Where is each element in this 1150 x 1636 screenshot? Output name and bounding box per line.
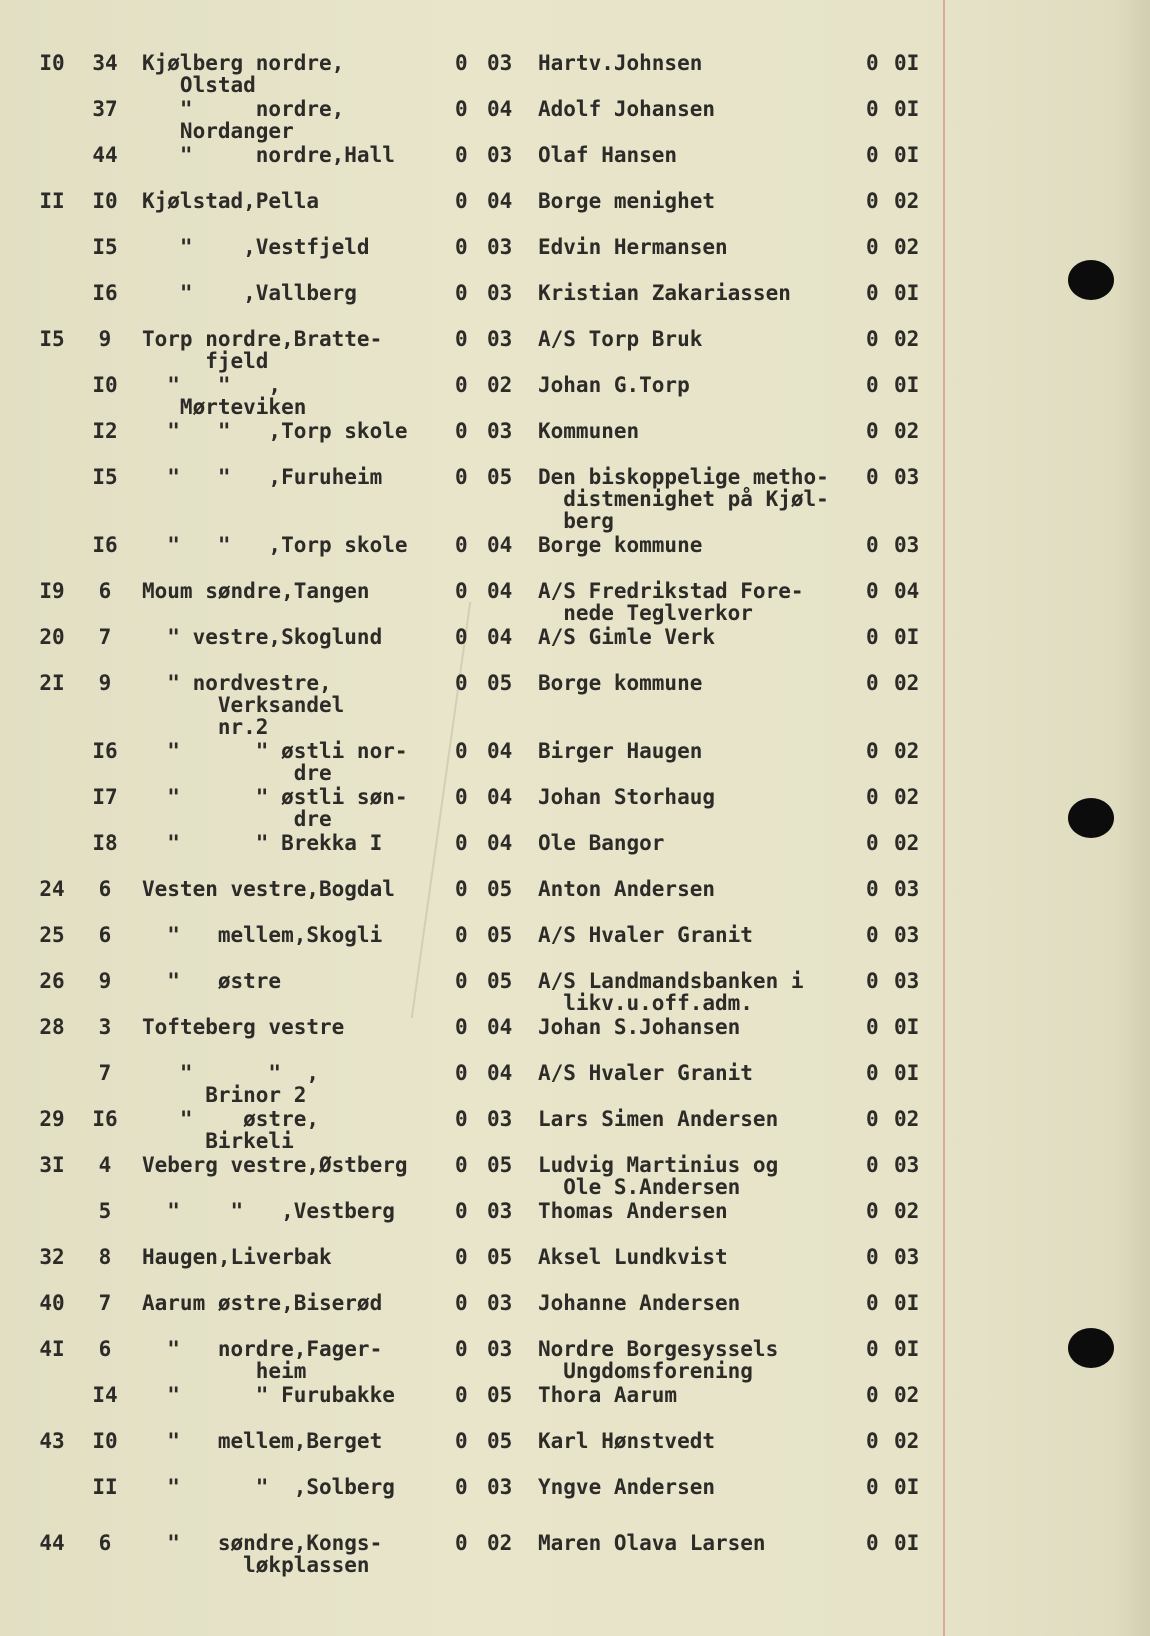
- farm-number: 20: [39, 625, 65, 649]
- assessment-unit: 0: [455, 373, 468, 397]
- holding-number: 9: [98, 969, 112, 993]
- owner-name: Olaf Hansen: [538, 143, 678, 167]
- assessment-unit: 0: [455, 671, 468, 695]
- owner-name: Hartv.Johnsen: [538, 51, 703, 75]
- tax-value: 03: [894, 969, 920, 993]
- owner-name: Birger Haugen: [538, 739, 703, 763]
- property-name: " " , Brinor 2: [179, 1061, 320, 1107]
- tax-unit: 0: [866, 831, 879, 855]
- tax-unit: 0: [866, 1291, 879, 1315]
- assessment-value: 03: [487, 235, 513, 259]
- tax-value: 0I: [894, 97, 920, 121]
- farm-number: 26: [39, 969, 65, 993]
- property-name: " " Brekka I: [142, 831, 383, 855]
- tax-unit: 0: [866, 1015, 879, 1039]
- property-name: Haugen,Liverbak: [142, 1245, 332, 1269]
- tax-value: 0I: [894, 1531, 920, 1555]
- assessment-value: 02: [487, 373, 513, 397]
- tax-value: 02: [894, 831, 920, 855]
- holding-number: 7: [98, 1061, 112, 1085]
- owner-name: Johan G.Torp: [538, 373, 690, 397]
- assessment-value: 03: [487, 281, 513, 305]
- owner-name: Johanne Andersen: [538, 1291, 741, 1315]
- tax-unit: 0: [866, 373, 879, 397]
- tax-value: 02: [894, 327, 920, 351]
- assessment-value: 04: [487, 1061, 513, 1085]
- tax-value: 0I: [894, 1291, 920, 1315]
- assessment-unit: 0: [455, 739, 468, 763]
- assessment-value: 04: [487, 1015, 513, 1039]
- property-name: " ,Vallberg: [142, 281, 357, 305]
- tax-unit: 0: [866, 969, 879, 993]
- owner-name: Borge kommune: [538, 671, 703, 695]
- owner-name: Borge kommune: [538, 533, 703, 557]
- tax-value: 02: [894, 235, 920, 259]
- assessment-value: 05: [487, 465, 513, 489]
- property-name: " mellem,Berget: [142, 1429, 383, 1453]
- tax-value: 0I: [894, 143, 920, 167]
- owner-name: Anton Andersen: [538, 877, 716, 901]
- holding-number: I5: [92, 465, 118, 489]
- property-name: " " østli søn- dre: [167, 785, 408, 831]
- tax-unit: 0: [866, 327, 879, 351]
- holding-number: I0: [92, 373, 118, 397]
- tax-value: 02: [894, 1429, 920, 1453]
- holding-number: 6: [98, 877, 112, 901]
- tax-value: 02: [894, 739, 920, 763]
- owner-name: A/S Fredrikstad Fore- nede Teglverkor: [538, 579, 804, 625]
- tax-value: 02: [894, 1199, 920, 1223]
- holding-number: I6: [92, 739, 118, 763]
- property-name: Torp nordre,Bratte- fjeld: [142, 327, 383, 373]
- assessment-unit: 0: [455, 419, 468, 443]
- assessment-value: 03: [487, 1337, 513, 1361]
- farm-number: II: [39, 189, 65, 213]
- owner-name: Aksel Lundkvist: [538, 1245, 728, 1269]
- holding-number: 37: [92, 97, 118, 121]
- tax-unit: 0: [866, 1199, 879, 1223]
- holding-number: 5: [98, 1199, 112, 1223]
- tax-unit: 0: [866, 143, 879, 167]
- property-name: " nordre,Hall: [142, 143, 395, 167]
- holding-number: I6: [92, 1107, 118, 1131]
- assessment-unit: 0: [455, 97, 468, 121]
- owner-name: Nordre Borgesyssels Ungdomsforening: [538, 1337, 779, 1383]
- holding-number: I8: [92, 831, 118, 855]
- holding-number: 9: [98, 671, 112, 695]
- assessment-value: 05: [487, 1429, 513, 1453]
- holding-number: II: [92, 1475, 118, 1499]
- tax-unit: 0: [866, 465, 879, 489]
- owner-name: Adolf Johansen: [538, 97, 716, 121]
- tax-value: 0I: [894, 625, 920, 649]
- owner-name: Ludvig Martinius og Ole S.Andersen: [538, 1153, 779, 1199]
- owner-name: Lars Simen Andersen: [538, 1107, 779, 1131]
- assessment-unit: 0: [455, 235, 468, 259]
- tax-unit: 0: [866, 877, 879, 901]
- assessment-value: 03: [487, 327, 513, 351]
- assessment-value: 05: [487, 969, 513, 993]
- tax-unit: 0: [866, 1429, 879, 1453]
- assessment-value: 03: [487, 51, 513, 75]
- farm-number: I5: [39, 327, 65, 351]
- tax-unit: 0: [866, 1383, 879, 1407]
- assessment-unit: 0: [455, 1153, 468, 1177]
- tax-value: 0I: [894, 1061, 920, 1085]
- tax-unit: 0: [866, 625, 879, 649]
- tax-unit: 0: [866, 1107, 879, 1131]
- owner-name: A/S Hvaler Granit: [538, 923, 753, 947]
- farm-number: 44: [39, 1531, 65, 1555]
- holding-number: 6: [98, 579, 112, 603]
- tax-unit: 0: [866, 281, 879, 305]
- assessment-unit: 0: [455, 785, 468, 809]
- property-name: " nordre, Nordanger: [179, 97, 345, 143]
- owner-name: Maren Olava Larsen: [538, 1531, 766, 1555]
- tax-unit: 0: [866, 739, 879, 763]
- holding-number: 7: [98, 625, 112, 649]
- property-name: " " ,Furuheim: [142, 465, 383, 489]
- holding-number: 7: [98, 1291, 112, 1315]
- property-name: " " Furubakke: [142, 1383, 395, 1407]
- assessment-unit: 0: [455, 51, 468, 75]
- tax-value: 02: [894, 1107, 920, 1131]
- assessment-unit: 0: [455, 1291, 468, 1315]
- property-name: Vesten vestre,Bogdal: [142, 877, 395, 901]
- holding-number: 6: [98, 923, 112, 947]
- tax-unit: 0: [866, 51, 879, 75]
- owner-name: Yngve Andersen: [538, 1475, 716, 1499]
- assessment-unit: 0: [455, 281, 468, 305]
- property-name: Aarum østre,Biserød: [142, 1291, 383, 1315]
- assessment-unit: 0: [455, 1429, 468, 1453]
- holding-number: I4: [92, 1383, 118, 1407]
- assessment-value: 04: [487, 785, 513, 809]
- assessment-unit: 0: [455, 969, 468, 993]
- assessment-unit: 0: [455, 1337, 468, 1361]
- assessment-value: 04: [487, 189, 513, 213]
- tax-unit: 0: [866, 579, 879, 603]
- tax-unit: 0: [866, 533, 879, 557]
- assessment-value: 05: [487, 923, 513, 947]
- tax-unit: 0: [866, 1475, 879, 1499]
- owner-name: Karl Hønstvedt: [538, 1429, 716, 1453]
- assessment-value: 04: [487, 831, 513, 855]
- farm-number: 3I: [39, 1153, 65, 1177]
- tax-value: 04: [894, 579, 920, 603]
- assessment-value: 04: [487, 533, 513, 557]
- assessment-unit: 0: [455, 327, 468, 351]
- assessment-value: 04: [487, 97, 513, 121]
- owner-name: Den biskoppelige metho- distmenighet på Kjøl- berg: [538, 465, 829, 533]
- tax-value: 03: [894, 533, 920, 557]
- holding-number: I6: [92, 533, 118, 557]
- owner-name: A/S Gimle Verk: [538, 625, 716, 649]
- owner-name: Ole Bangor: [538, 831, 665, 855]
- farm-number: 32: [39, 1245, 65, 1269]
- assessment-unit: 0: [455, 143, 468, 167]
- property-name: Tofteberg vestre: [142, 1015, 345, 1039]
- farm-number: 43: [39, 1429, 65, 1453]
- property-name: Moum søndre,Tangen: [142, 579, 370, 603]
- tax-unit: 0: [866, 1245, 879, 1269]
- tax-value: 02: [894, 189, 920, 213]
- property-name: " " ,Solberg: [142, 1475, 395, 1499]
- owner-name: Kristian Zakariassen: [538, 281, 791, 305]
- holding-number: I7: [92, 785, 118, 809]
- owner-name: A/S Torp Bruk: [538, 327, 703, 351]
- assessment-unit: 0: [455, 1475, 468, 1499]
- assessment-unit: 0: [455, 1245, 468, 1269]
- holding-number: I5: [92, 235, 118, 259]
- tax-value: 03: [894, 1245, 920, 1269]
- owner-name: Johan Storhaug: [538, 785, 716, 809]
- holding-number: I2: [92, 419, 118, 443]
- tax-value: 0I: [894, 373, 920, 397]
- holding-number: I0: [92, 1429, 118, 1453]
- assessment-unit: 0: [455, 1199, 468, 1223]
- property-name: Veberg vestre,Østberg: [142, 1153, 408, 1177]
- tax-unit: 0: [866, 785, 879, 809]
- assessment-value: 03: [487, 143, 513, 167]
- holding-number: 3: [98, 1015, 112, 1039]
- owner-name: Borge menighet: [538, 189, 716, 213]
- property-name: " østre, Birkeli: [179, 1107, 320, 1153]
- property-name: Kjølstad,Pella: [142, 189, 320, 213]
- farm-number: 28: [39, 1015, 65, 1039]
- property-name: Kjølberg nordre, Olstad: [142, 51, 345, 97]
- assessment-unit: 0: [455, 533, 468, 557]
- property-name: " søndre,Kongs- løkplassen: [167, 1531, 383, 1577]
- assessment-unit: 0: [455, 923, 468, 947]
- tax-value: 0I: [894, 1337, 920, 1361]
- tax-value: 03: [894, 1153, 920, 1177]
- owner-name: A/S Landmandsbanken i likv.u.off.adm.: [538, 969, 804, 1015]
- property-name: " " ,Torp skole: [142, 533, 408, 557]
- assessment-unit: 0: [455, 189, 468, 213]
- property-name: " mellem,Skogli: [142, 923, 383, 947]
- assessment-value: 05: [487, 1245, 513, 1269]
- assessment-value: 05: [487, 1383, 513, 1407]
- holding-number: 34: [92, 51, 118, 75]
- tax-value: 02: [894, 671, 920, 695]
- property-name: " nordvestre, Verksandel nr.2: [167, 671, 345, 739]
- tax-unit: 0: [866, 235, 879, 259]
- farm-number: 40: [39, 1291, 65, 1315]
- tax-unit: 0: [866, 419, 879, 443]
- tax-value: 02: [894, 419, 920, 443]
- assessment-value: 03: [487, 1107, 513, 1131]
- assessment-value: 04: [487, 625, 513, 649]
- owner-name: Thomas Andersen: [538, 1199, 728, 1223]
- property-name: " nordre,Fager- heim: [167, 1337, 383, 1383]
- holding-number: I0: [92, 189, 118, 213]
- farm-number: 2I: [39, 671, 65, 695]
- tax-unit: 0: [866, 189, 879, 213]
- farm-number: 29: [39, 1107, 65, 1131]
- assessment-unit: 0: [455, 877, 468, 901]
- property-name: " " , Mørteviken: [167, 373, 307, 419]
- tax-value: 03: [894, 923, 920, 947]
- owner-name: Johan S.Johansen: [538, 1015, 741, 1039]
- property-name: " " østli nor- dre: [167, 739, 408, 785]
- tax-value: 02: [894, 785, 920, 809]
- tax-unit: 0: [866, 1061, 879, 1085]
- holding-number: 6: [98, 1337, 112, 1361]
- assessment-value: 03: [487, 1199, 513, 1223]
- holding-number: 9: [98, 327, 112, 351]
- assessment-unit: 0: [455, 465, 468, 489]
- assessment-value: 03: [487, 1291, 513, 1315]
- assessment-unit: 0: [455, 1383, 468, 1407]
- property-name: " østre: [142, 969, 282, 993]
- holding-number: 8: [98, 1245, 112, 1269]
- farm-number: I0: [39, 51, 65, 75]
- assessment-value: 04: [487, 739, 513, 763]
- farm-number: 25: [39, 923, 65, 947]
- farm-number: 24: [39, 877, 65, 901]
- tax-value: 0I: [894, 1015, 920, 1039]
- tax-unit: 0: [866, 97, 879, 121]
- assessment-unit: 0: [455, 1015, 468, 1039]
- tax-value: 02: [894, 1383, 920, 1407]
- holding-number: 4: [98, 1153, 112, 1177]
- tax-unit: 0: [866, 671, 879, 695]
- farm-number: I9: [39, 579, 65, 603]
- assessment-value: 02: [487, 1531, 513, 1555]
- tax-unit: 0: [866, 1337, 879, 1361]
- property-name: " ,Vestfjeld: [142, 235, 370, 259]
- property-name: " " ,Torp skole: [142, 419, 408, 443]
- holding-number: I6: [92, 281, 118, 305]
- owner-name: Thora Aarum: [538, 1383, 678, 1407]
- assessment-unit: 0: [455, 1107, 468, 1131]
- tax-value: 03: [894, 877, 920, 901]
- tax-unit: 0: [866, 1153, 879, 1177]
- assessment-unit: 0: [455, 1531, 468, 1555]
- holding-number: 44: [92, 143, 118, 167]
- assessment-value: 03: [487, 1475, 513, 1499]
- property-name: " vestre,Skoglund: [142, 625, 383, 649]
- owner-name: Edvin Hermansen: [538, 235, 728, 259]
- owner-name: A/S Hvaler Granit: [538, 1061, 753, 1085]
- assessment-value: 05: [487, 1153, 513, 1177]
- assessment-unit: 0: [455, 579, 468, 603]
- assessment-unit: 0: [455, 625, 468, 649]
- property-name: " " ,Vestberg: [142, 1199, 395, 1223]
- tax-value: 03: [894, 465, 920, 489]
- owner-name: Kommunen: [538, 419, 640, 443]
- tax-unit: 0: [866, 1531, 879, 1555]
- holding-number: 6: [98, 1531, 112, 1555]
- assessment-value: 05: [487, 671, 513, 695]
- tax-unit: 0: [866, 923, 879, 947]
- assessment-unit: 0: [455, 831, 468, 855]
- tax-value: 0I: [894, 281, 920, 305]
- assessment-unit: 0: [455, 1061, 468, 1085]
- assessment-value: 05: [487, 877, 513, 901]
- tax-value: 0I: [894, 51, 920, 75]
- assessment-value: 04: [487, 579, 513, 603]
- farm-number: 4I: [39, 1337, 65, 1361]
- assessment-value: 03: [487, 419, 513, 443]
- tax-value: 0I: [894, 1475, 920, 1499]
